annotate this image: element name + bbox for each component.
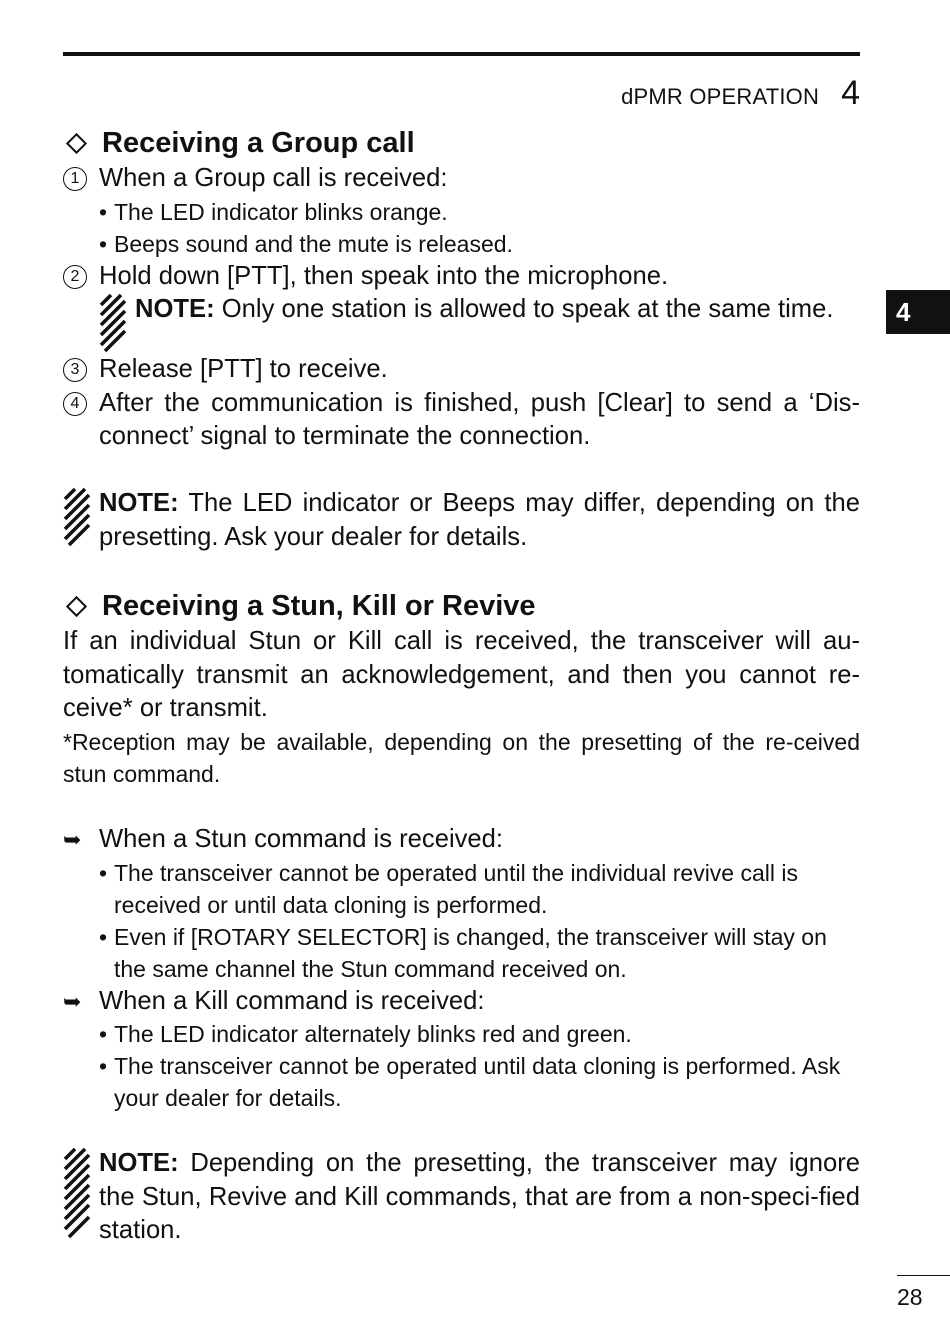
step-text: After the communication is finished, push [Clear] to send a ‘Dis-connect’ signal to terminate the connection.	[99, 388, 860, 451]
bullet-item	[63, 228, 860, 260]
bullet-item	[63, 196, 860, 228]
section-label: dPMR OPERATION	[621, 84, 820, 109]
note-text: Only one station is allowed to speak at the same time.	[221, 295, 834, 324]
note-hatch-icon	[99, 293, 127, 353]
bullet-icon: •	[99, 230, 108, 257]
bullet-icon: •	[99, 1053, 108, 1080]
bullet-text: Beeps sound and the mute is released.	[114, 230, 513, 257]
footnote: *Reception may be available, depending on the presetting of the re-ceived stun command.	[63, 728, 860, 787]
note-hatch-icon	[63, 1147, 91, 1239]
list-item	[63, 985, 860, 1019]
section-heading	[63, 124, 860, 162]
arrow-icon: ➥	[63, 826, 82, 852]
bullet-text: Even if [ROTARY SELECTOR] is changed, the transceiver will stay on the same channel the Stun command received on.	[114, 923, 827, 982]
item-text: When a Stun command is received:	[99, 824, 504, 853]
note-label: NOTE:	[99, 1149, 179, 1178]
arrow-icon: ➥	[63, 988, 82, 1014]
page-number: 28	[897, 1275, 950, 1311]
step-number: 4	[63, 392, 87, 416]
step-number: 1	[63, 167, 87, 191]
note-block	[63, 293, 860, 353]
bullet-item	[63, 921, 860, 985]
bullet-item	[63, 857, 860, 921]
section-title: Receiving a Group call	[102, 127, 415, 159]
section-title: Receiving a Stun, Kill or Revive	[102, 590, 536, 623]
step-number: 3	[63, 358, 87, 382]
intro-paragraph: If an individual Stun or Kill call is received, the transceiver will au-tomatically transmit an acknowledgement, and then you cannot re-ceive* or transmit.	[63, 627, 860, 723]
step-item	[63, 260, 860, 294]
list-item	[63, 823, 860, 857]
bullet-item	[63, 1050, 860, 1114]
step-text: Hold down [PTT], then speak into the microphone.	[99, 261, 669, 290]
chapter-number: 4	[841, 74, 860, 112]
page-header	[621, 76, 860, 110]
note-label: NOTE:	[99, 488, 179, 517]
step-item	[63, 353, 860, 387]
bullet-icon: •	[99, 923, 108, 950]
note-block	[63, 487, 860, 554]
diamond-icon	[66, 132, 87, 153]
bullet-text: The transceiver cannot be operated until data cloning is performed. Ask your dealer for details.	[114, 1053, 841, 1112]
bullet-item	[63, 1018, 860, 1050]
step-number: 2	[63, 265, 87, 289]
note-label: NOTE:	[135, 295, 215, 324]
note-hatch-icon	[63, 487, 91, 547]
step-text: When a Group call is received:	[99, 164, 448, 192]
bullet-icon: •	[99, 1021, 108, 1048]
bullet-text: The LED indicator blinks orange.	[114, 198, 448, 225]
diamond-icon	[66, 596, 87, 617]
bullet-text: The transceiver cannot be operated until the individual revive call is received or until data cloning is performed.	[114, 859, 798, 918]
item-text: When a Kill command is received:	[99, 986, 485, 1015]
bullet-text: The LED indicator alternately blinks red and green.	[114, 1021, 632, 1048]
step-item	[63, 162, 860, 196]
section-heading	[63, 587, 860, 625]
page-content	[63, 124, 860, 1248]
step-item	[63, 387, 860, 454]
note-block	[63, 1147, 860, 1248]
note-text: Depending on the presetting, the transceiver may ignore the Stun, Revive and Kill commands, that are from a non-speci-fied station.	[99, 1149, 860, 1245]
bullet-icon: •	[99, 198, 108, 225]
bullet-icon: •	[99, 859, 108, 886]
note-text: The LED indicator or Beeps may differ, depending on the presetting. Ask your dealer for details.	[99, 488, 860, 551]
step-text: Release [PTT] to receive.	[99, 355, 388, 384]
chapter-tab: 4	[886, 290, 950, 334]
top-rule	[63, 52, 860, 56]
